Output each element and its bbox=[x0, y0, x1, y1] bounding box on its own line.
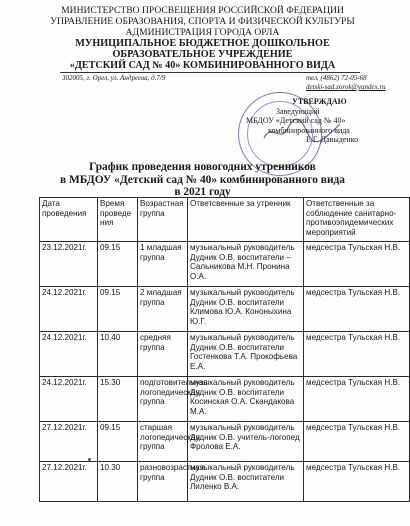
document-title bbox=[0, 161, 405, 199]
cell-group: подготовительная логопедическая группа bbox=[138, 377, 188, 422]
approval-position: Заведующий bbox=[276, 106, 320, 116]
cell-responsible: музыкальный руководитель Дудник О.В. воспитатели Лиленко В.А. bbox=[188, 462, 304, 502]
cell-group: старшая логопедическая группа bbox=[138, 422, 188, 462]
document-title-line3: в 2021 году bbox=[174, 186, 231, 198]
letterhead-divider bbox=[60, 72, 360, 73]
email-link[interactable]: detski-sad.zorok@yandex.ru bbox=[306, 83, 386, 91]
cell-sanitary: медсестра Тульская Н.В. bbox=[304, 462, 410, 502]
column-header-responsible: Ответсвенные за утренник bbox=[188, 198, 304, 242]
column-header-sanitary: Ответственные за соблюдение санитарно-противоэпидемических мероприятий bbox=[304, 198, 410, 242]
cell-group: 2 младшая группа bbox=[138, 287, 188, 332]
cell-date: 24.12.2021г. bbox=[40, 287, 98, 332]
cell-sanitary: медсестра Тульская Н.В. bbox=[304, 242, 410, 287]
table-row bbox=[40, 332, 410, 377]
cell-group: средняя группа bbox=[138, 332, 188, 377]
cell-date: 24.12.2021г. bbox=[40, 377, 98, 422]
table-row bbox=[40, 377, 410, 422]
cell-date: 23.12.2021г. bbox=[40, 242, 98, 287]
cell-group: разновозрастная группа bbox=[138, 462, 188, 502]
approval-org: МБДОУ «Детский сад № 40» bbox=[246, 116, 346, 125]
org-name-line3: «ДЕТСКИЙ САД № 40» КОМБИНИРОВАННОГО ВИДА bbox=[69, 60, 336, 71]
table-row bbox=[40, 242, 410, 287]
approval-org-type: комбинированного вида bbox=[268, 125, 350, 135]
document-title-line1: График проведения новогодних утренников bbox=[89, 161, 316, 173]
scan-speck bbox=[88, 458, 91, 461]
column-header-date: Дата проведения bbox=[40, 198, 98, 242]
cell-time: 10.40 bbox=[98, 332, 138, 377]
cell-responsible: музыкальный руководитель Дудник О.В. воспитатели Косинская О.А. Скандакова М.А. bbox=[188, 377, 304, 422]
department-line: УПРАВЛЕНИЕ ОБРАЗОВАНИЯ, СПОРТА И ФИЗИЧЕСКОЙ КУЛЬТУРЫ bbox=[50, 16, 355, 27]
table-row bbox=[40, 422, 410, 462]
cell-responsible: музыкальный руководитель Дудник О.В. учитель-логопед Фролова Е.А. bbox=[188, 422, 304, 462]
table-row bbox=[40, 462, 410, 502]
ministry-line: МИНИСТЕРСТВО ПРОСВЕЩЕНИЯ РОССИЙСКОЙ ФЕДЕРАЦИИ bbox=[61, 5, 344, 16]
table-row bbox=[40, 287, 410, 332]
cell-time: 09.15 bbox=[98, 287, 138, 332]
schedule-table bbox=[39, 197, 410, 502]
cell-time: 09.15 bbox=[98, 242, 138, 287]
cell-time: 15.30 bbox=[98, 377, 138, 422]
phone-text: тел. (4862) 72-05-68 bbox=[306, 74, 367, 82]
cell-date: 27.12.2021г. bbox=[40, 422, 98, 462]
cell-responsible: музыкальный руководитель Дудник О.В. воспитатели – Сальникова М.Н. Пронина О.А. bbox=[188, 242, 304, 287]
cell-time: 10.30 bbox=[98, 462, 138, 502]
approval-block bbox=[246, 97, 359, 145]
approval-signatory: Е.Г. Давыденко bbox=[306, 135, 359, 144]
cell-date: 24.12.2021г. bbox=[40, 332, 98, 377]
cell-responsible: музыкальный руководитель Дудник О.В. воспитатели Гостенкова Т.А. Прокофьева Е.А. bbox=[188, 332, 304, 377]
cell-responsible: музыкальный руководитель Дудник О.В. воспитатели Климова Ю.А. Кононыхина Ю.Г. bbox=[188, 287, 304, 332]
cell-sanitary: медсестра Тульская Н.В. bbox=[304, 287, 410, 332]
cell-date: 27.12.2021г. bbox=[40, 462, 98, 502]
org-name-line2: ОБРАЗОВАТЕЛЬНОЕ УЧРЕЖДЕНИЕ bbox=[112, 49, 293, 60]
column-header-time: Время проведе ния bbox=[98, 198, 138, 242]
column-header-group: Возрастная группа bbox=[138, 198, 188, 242]
table-header-row bbox=[40, 198, 410, 242]
approval-title: УТВЕРЖДАЮ bbox=[292, 97, 347, 106]
cell-sanitary: медсестра Тульская Н.В. bbox=[304, 422, 410, 462]
document-title-line2: в МБДОУ «Детский сад № 40» комбинированного вида bbox=[60, 173, 345, 186]
cell-group: 1 младшая группа bbox=[138, 242, 188, 287]
cell-sanitary: медсестра Тульская Н.В. bbox=[304, 332, 410, 377]
org-name-line1: МУНИЦИПАЛЬНОЕ БЮДЖЕТНОЕ ДОШКОЛЬНОЕ bbox=[75, 38, 330, 49]
address-text: 302005, г. Орел, ул. Андреева, д.7/9 bbox=[62, 74, 166, 82]
cell-time: 09.15 bbox=[98, 422, 138, 462]
cell-sanitary: медсестра Тульская Н.В. bbox=[304, 377, 410, 422]
administration-line: АДМИНИСТРАЦИЯ ГОРОДА ОРЛА bbox=[125, 27, 280, 38]
